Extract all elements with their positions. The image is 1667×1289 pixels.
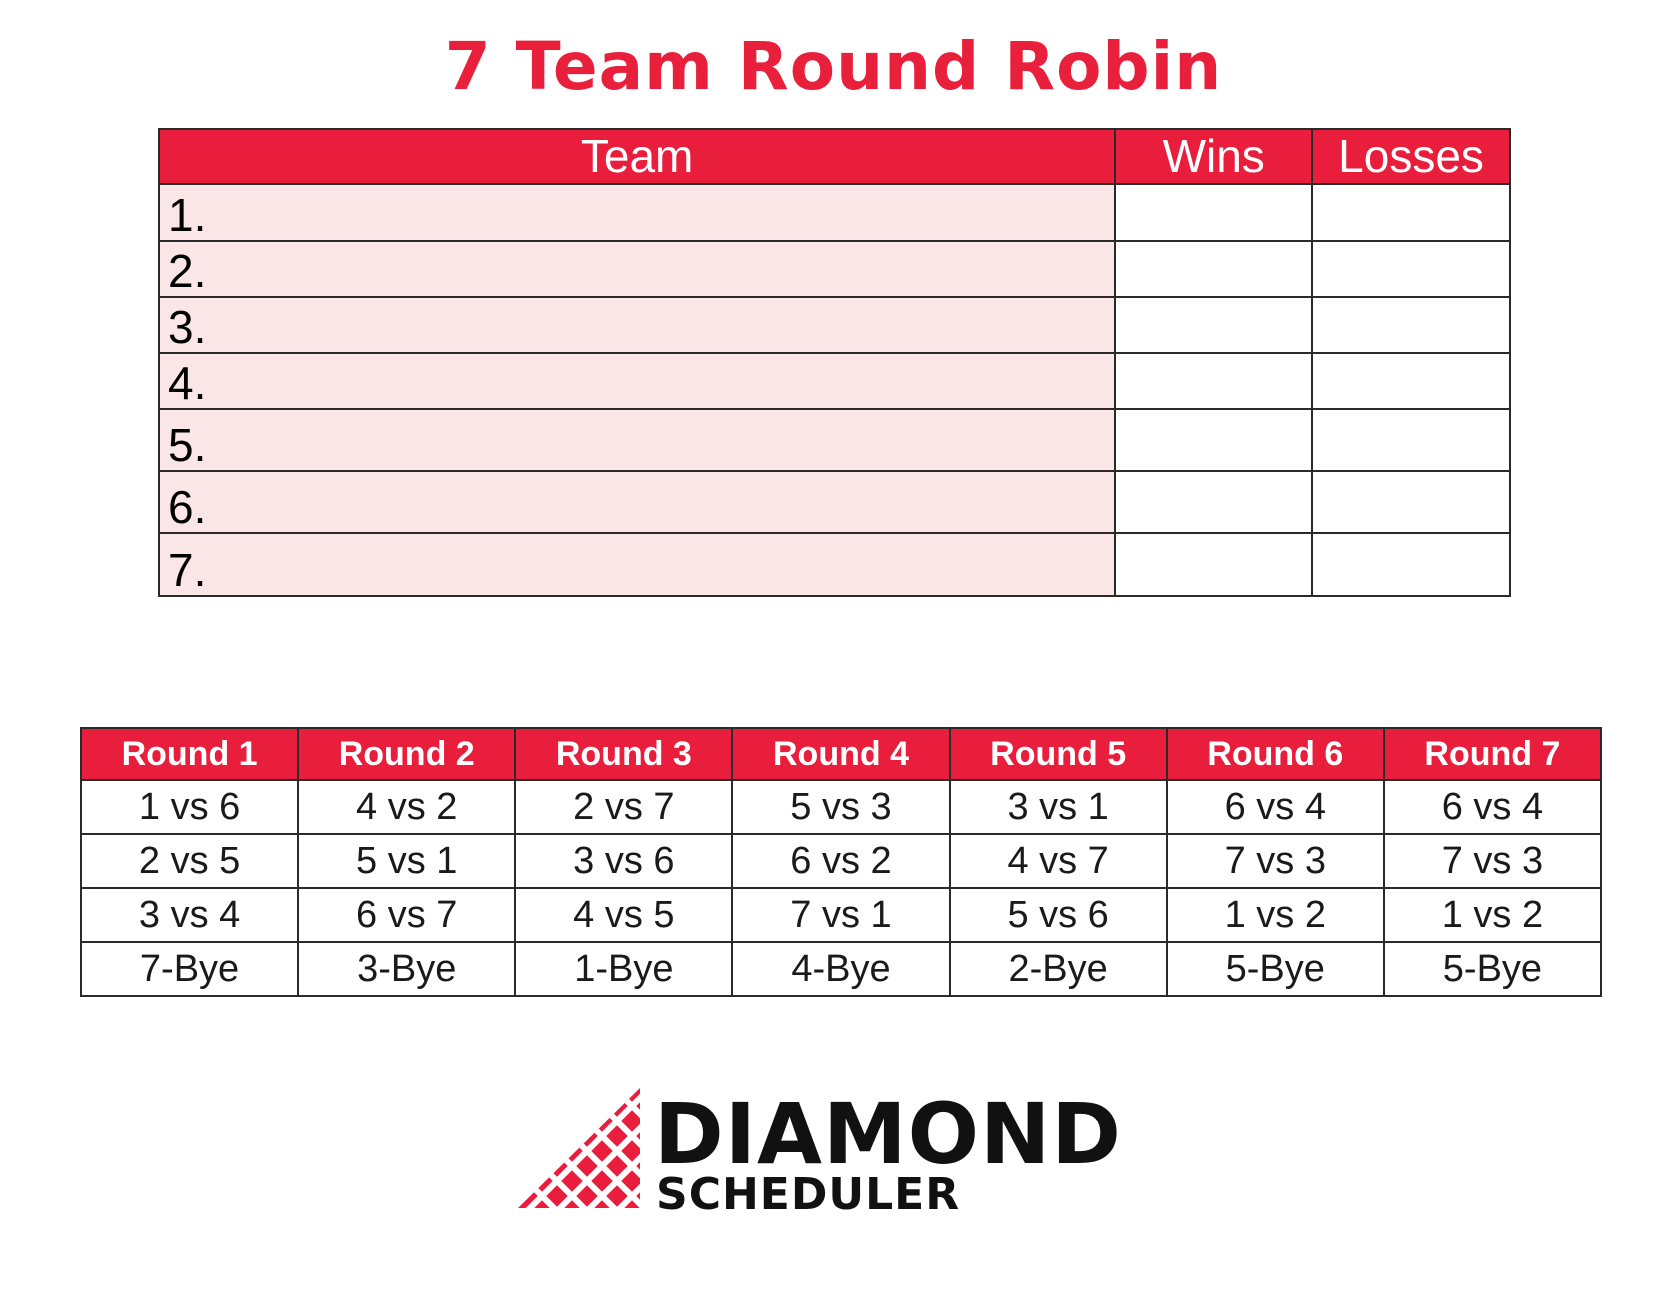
- table-row: [159, 241, 1510, 297]
- matchup-cell: 7 vs 3: [1384, 834, 1601, 888]
- team-name-cell[interactable]: 3.: [159, 297, 1115, 353]
- team-name-cell[interactable]: 6.: [159, 471, 1115, 533]
- table-row: [159, 184, 1510, 241]
- schedule-table: [80, 727, 1602, 997]
- team-name-cell[interactable]: 7.: [159, 533, 1115, 596]
- logo-wordmark: DIAMOND: [654, 1085, 1123, 1183]
- losses-cell[interactable]: [1312, 409, 1510, 471]
- table-row: [81, 888, 1601, 942]
- losses-cell[interactable]: [1312, 297, 1510, 353]
- losses-cell[interactable]: [1312, 184, 1510, 241]
- table-row: [81, 834, 1601, 888]
- matchup-cell: 6 vs 4: [1384, 780, 1601, 834]
- bye-cell: 5-Bye: [1384, 942, 1601, 996]
- bye-cell: 4-Bye: [732, 942, 949, 996]
- matchup-cell: 5 vs 3: [732, 780, 949, 834]
- table-row: [159, 353, 1510, 409]
- bye-cell: 5-Bye: [1167, 942, 1384, 996]
- matchup-cell: 6 vs 2: [732, 834, 949, 888]
- matchup-cell: 6 vs 4: [1167, 780, 1384, 834]
- matchup-cell: 4 vs 7: [950, 834, 1167, 888]
- matchup-cell: 3 vs 6: [515, 834, 732, 888]
- schedule-header-row: [81, 728, 1601, 780]
- matchup-cell: 1 vs 6: [81, 780, 298, 834]
- matchup-cell: 4 vs 5: [515, 888, 732, 942]
- standings-header-losses: Losses: [1312, 129, 1510, 184]
- round-header: Round 2: [298, 728, 515, 780]
- bye-cell: 7-Bye: [81, 942, 298, 996]
- wins-cell[interactable]: [1115, 297, 1312, 353]
- matchup-cell: 2 vs 7: [515, 780, 732, 834]
- table-row: [159, 409, 1510, 471]
- page-title: 7 Team Round Robin: [444, 28, 1223, 105]
- team-name-cell[interactable]: 2.: [159, 241, 1115, 297]
- bye-cell: 2-Bye: [950, 942, 1167, 996]
- round-header: Round 3: [515, 728, 732, 780]
- matchup-cell: 7 vs 3: [1167, 834, 1384, 888]
- losses-cell[interactable]: [1312, 241, 1510, 297]
- matchup-cell: 2 vs 5: [81, 834, 298, 888]
- table-row: [159, 471, 1510, 533]
- matchup-cell: 1 vs 2: [1167, 888, 1384, 942]
- matchup-cell: 5 vs 1: [298, 834, 515, 888]
- wins-cell[interactable]: [1115, 241, 1312, 297]
- diamond-field-grid-icon: [512, 1086, 640, 1210]
- matchup-cell: 4 vs 2: [298, 780, 515, 834]
- round-header: Round 1: [81, 728, 298, 780]
- wins-cell[interactable]: [1115, 353, 1312, 409]
- round-header: Round 5: [950, 728, 1167, 780]
- losses-cell[interactable]: [1312, 471, 1510, 533]
- table-row: [159, 297, 1510, 353]
- bye-cell: 1-Bye: [515, 942, 732, 996]
- team-name-cell[interactable]: 1.: [159, 184, 1115, 241]
- standings-header-row: [159, 129, 1510, 184]
- matchup-cell: 5 vs 6: [950, 888, 1167, 942]
- logo-subtitle: SCHEDULER: [656, 1169, 961, 1220]
- standings-header-wins: Wins: [1115, 129, 1312, 184]
- table-row: [159, 533, 1510, 596]
- matchup-cell: 6 vs 7: [298, 888, 515, 942]
- matchup-cell: 3 vs 1: [950, 780, 1167, 834]
- standings-table: [158, 128, 1511, 597]
- matchup-cell: 7 vs 1: [732, 888, 949, 942]
- matchup-cell: 1 vs 2: [1384, 888, 1601, 942]
- table-row: [81, 942, 1601, 996]
- round-header: Round 4: [732, 728, 949, 780]
- wins-cell[interactable]: [1115, 471, 1312, 533]
- losses-cell[interactable]: [1312, 533, 1510, 596]
- table-row: [81, 780, 1601, 834]
- wins-cell[interactable]: [1115, 533, 1312, 596]
- round-header: Round 7: [1384, 728, 1601, 780]
- round-header: Round 6: [1167, 728, 1384, 780]
- bye-cell: 3-Bye: [298, 942, 515, 996]
- matchup-cell: 3 vs 4: [81, 888, 298, 942]
- wins-cell[interactable]: [1115, 409, 1312, 471]
- team-name-cell[interactable]: 5.: [159, 409, 1115, 471]
- diamond-scheduler-logo: [512, 1085, 1162, 1220]
- team-name-cell[interactable]: 4.: [159, 353, 1115, 409]
- losses-cell[interactable]: [1312, 353, 1510, 409]
- wins-cell[interactable]: [1115, 184, 1312, 241]
- standings-header-team: Team: [159, 129, 1115, 184]
